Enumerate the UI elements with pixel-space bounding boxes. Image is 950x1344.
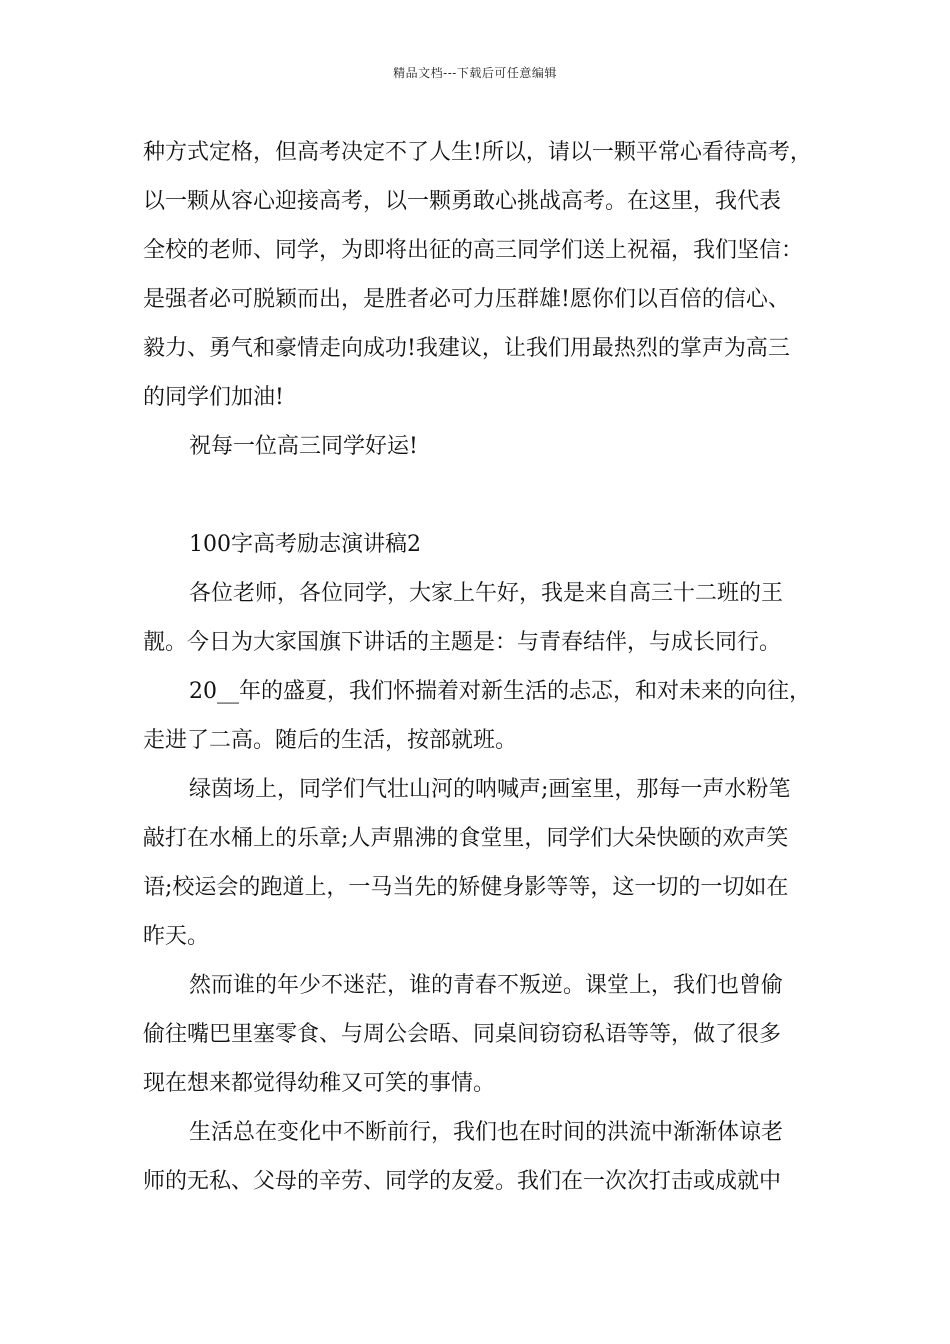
paragraph-greeting <box>143 569 833 667</box>
text-line: 靓。今日为大家国旗下讲话的主题是：与青春结伴，与成长同行。 <box>143 630 782 655</box>
text-line: 昨天。 <box>143 924 210 949</box>
document-body <box>143 128 833 1206</box>
text-line: 现在想来都觉得幼稚又可笑的事情。 <box>143 1071 496 1096</box>
text-line: 师的无私、父母的辛劳、同学的友爱。我们在一次次打击或成就中 <box>143 1169 782 1194</box>
paragraph-youth <box>143 961 833 1108</box>
section-heading <box>143 520 833 569</box>
text-line: 生活总在变化中不断前行，我们也在时间的洪流中渐渐体谅老 <box>189 1120 784 1145</box>
text-line: 毅力、勇气和豪情走向成功!我建议，让我们用最热烈的掌声为高三 <box>143 336 790 361</box>
paragraph-summer <box>143 667 833 765</box>
text-line: 的同学们加油! <box>143 385 284 410</box>
text-line: 是强者必可脱颖而出，是胜者必可力压群雄!愿你们以百倍的信心、 <box>143 287 790 312</box>
text-line: 走进了二高。随后的生活，按部就班。 <box>143 728 518 753</box>
text-line: 各位老师，各位同学，大家上午好，我是来自高三十二班的王 <box>189 581 784 606</box>
text-line: 偷往嘴巴里塞零食、与周公会晤、同桌间窃窃私语等等，做了很多 <box>143 1022 782 1047</box>
text-line: 然而谁的年少不迷茫，谁的青春不叛逆。课堂上，我们也曾偷 <box>189 973 784 998</box>
paragraph-blessing <box>143 128 833 422</box>
text-line: 敲打在水桶上的乐章;人声鼎沸的食堂里，同学们大朵快颐的欢声笑 <box>143 826 789 851</box>
paragraph-campus <box>143 765 833 961</box>
text-line: 种方式定格，但高考决定不了人生!所以，请以一颗平常心看待高考， <box>143 140 812 165</box>
text-line: 全校的老师、同学，为即将出征的高三同学们送上祝福，我们坚信： <box>143 238 804 263</box>
text-line: 祝每一位高三同学好运! <box>189 434 418 459</box>
text-line: 语;校运会的跑道上，一马当先的矫健身影等等，这一切的一切如在 <box>143 875 789 900</box>
text-line: 以一颗从容心迎接高考，以一颗勇敢心挑战高考。在这里，我代表 <box>143 189 782 214</box>
section-title: 100字高考励志演讲稿2 <box>189 532 421 557</box>
page-header: 精品文档---下载后可任意编辑 <box>393 66 557 80</box>
text-line: 绿茵场上，同学们气壮山河的呐喊声;画室里，那每一声水粉笔 <box>189 777 791 802</box>
blank-gap <box>143 471 833 520</box>
paragraph-good-luck <box>143 422 833 471</box>
text-line: 20__年的盛夏，我们怀揣着对新生活的忐忑，和对未来的向往， <box>189 679 811 704</box>
paragraph-growth <box>143 1108 833 1206</box>
